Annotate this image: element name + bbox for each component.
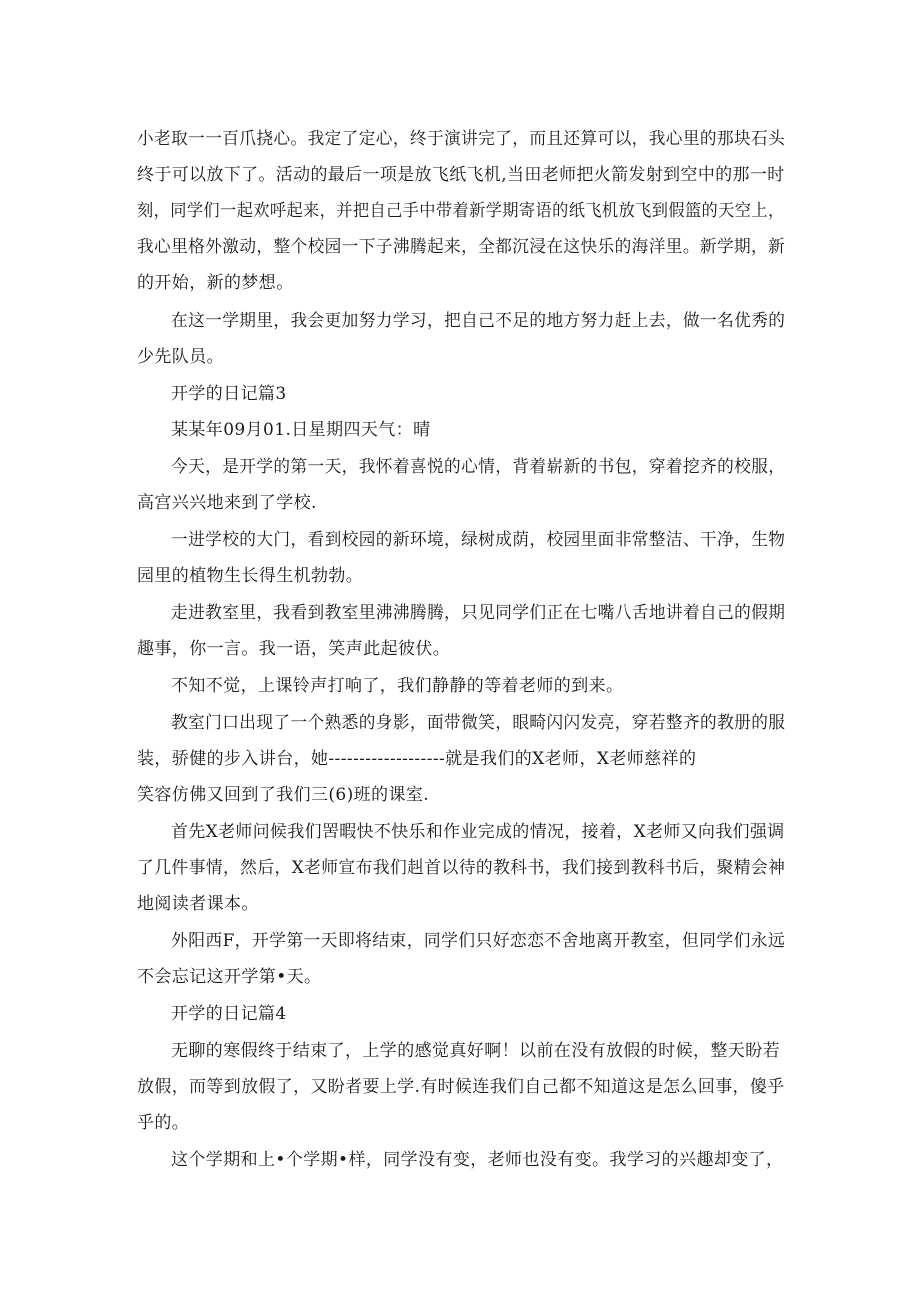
text-line: 不知不觉，上课铃声打响了，我们静静的等着老师的到来。 (171, 676, 624, 696)
text-line: 教室门口出现了一个熟悉的身影，面带微笑，眼畸闪闪发亮，穿若整齐的教册的服 (171, 713, 786, 733)
text-line: 高宫兴兴地来到了学校. (137, 493, 317, 513)
text-line: 这个学期和上•个学期•样，同学没有变，老师也没有变。我学习的兴趣却变了， (171, 1150, 784, 1170)
date-line: 某某年09月01.日星期四天气：晴 (171, 420, 431, 440)
text-line: 了几件事情，然后，X老师宣布我们赳首以待的教科书，我们接到教科书后，聚精会神 (137, 858, 786, 878)
text-line: 在这一学期里，我会更加努力学习，把自己不足的地方努力赶上去，做一名优秀的 (171, 311, 786, 331)
text-line: 小老取一一百爪挠心。我定了定心，终于演讲完了，而且还算可以，我心里的那块石头 (137, 129, 786, 149)
section-heading: 开学的日记篇4 (171, 1004, 287, 1024)
text-line: 园里的植物生长得生机勃勃。 (137, 566, 364, 586)
text-line: 终于可以放下了。活动的最后一项是放飞纸飞机,当田老师把火箭发射到空中的那一时 (137, 165, 785, 185)
text-line: 趣事，你一言。我一语，笑声此起彼伏。 (137, 639, 451, 659)
section-heading: 开学的日记篇3 (171, 384, 287, 404)
text-line: 我心里格外激动，整个校园一下子沸腾起来，全都沉浸在这快乐的海洋里。新学期，新 (137, 237, 786, 257)
text-line: 装，骄健的步入讲台，她-------------------就是我们的X老师，X老师慈祥的 (137, 749, 697, 769)
text-line: 今天，是开学的第一天，我怀着喜悦的心情，背着崭新的书包，穿着挖齐的校服， (171, 457, 786, 477)
text-line: 乎的。 (137, 1113, 190, 1133)
text-line: 一进学校的大门，看到校园的新环境，绿树成荫，校园里面非常整洁、干净，生物 (171, 530, 786, 550)
text-line: 的开始，新的梦想。 (137, 273, 294, 293)
text-line: 少先队员。 (137, 347, 224, 367)
text-line: 首先X老师问候我们罟暇快不快乐和作业完成的情况，接着，X老师又向我们强调 (171, 822, 785, 842)
text-line: 走进教室里，我看到教室里沸沸腾腾，只见同学们正在七嘴八舌地讲着自己的假期 (171, 603, 786, 623)
text-line: 无聊的寒假终于结束了，上学的感觉真好啊！以前在没有放假的时候，整天盼若 (171, 1041, 780, 1061)
text-line: 笑容仿佛又回到了我们三(6)班的课室. (137, 785, 430, 805)
text-line: 放假，而等到放假了，又盼者要上学.有时候连我们自己都不知道这是怎么回事，傻乎 (137, 1077, 785, 1097)
text-line: 刻，同学们一起欢呼起来，并把自己手中带着新学期寄语的纸飞机放飞到假篮的天空上， (137, 201, 785, 221)
text-line: 外阳西F，开学第一天即将结束，同学们只好恋恋不舍地离开教室，但同学们永远 (171, 931, 786, 951)
text-line: 不会忘记这开学第•天。 (137, 967, 322, 987)
text-line: 地阅读者课本。 (137, 894, 259, 914)
